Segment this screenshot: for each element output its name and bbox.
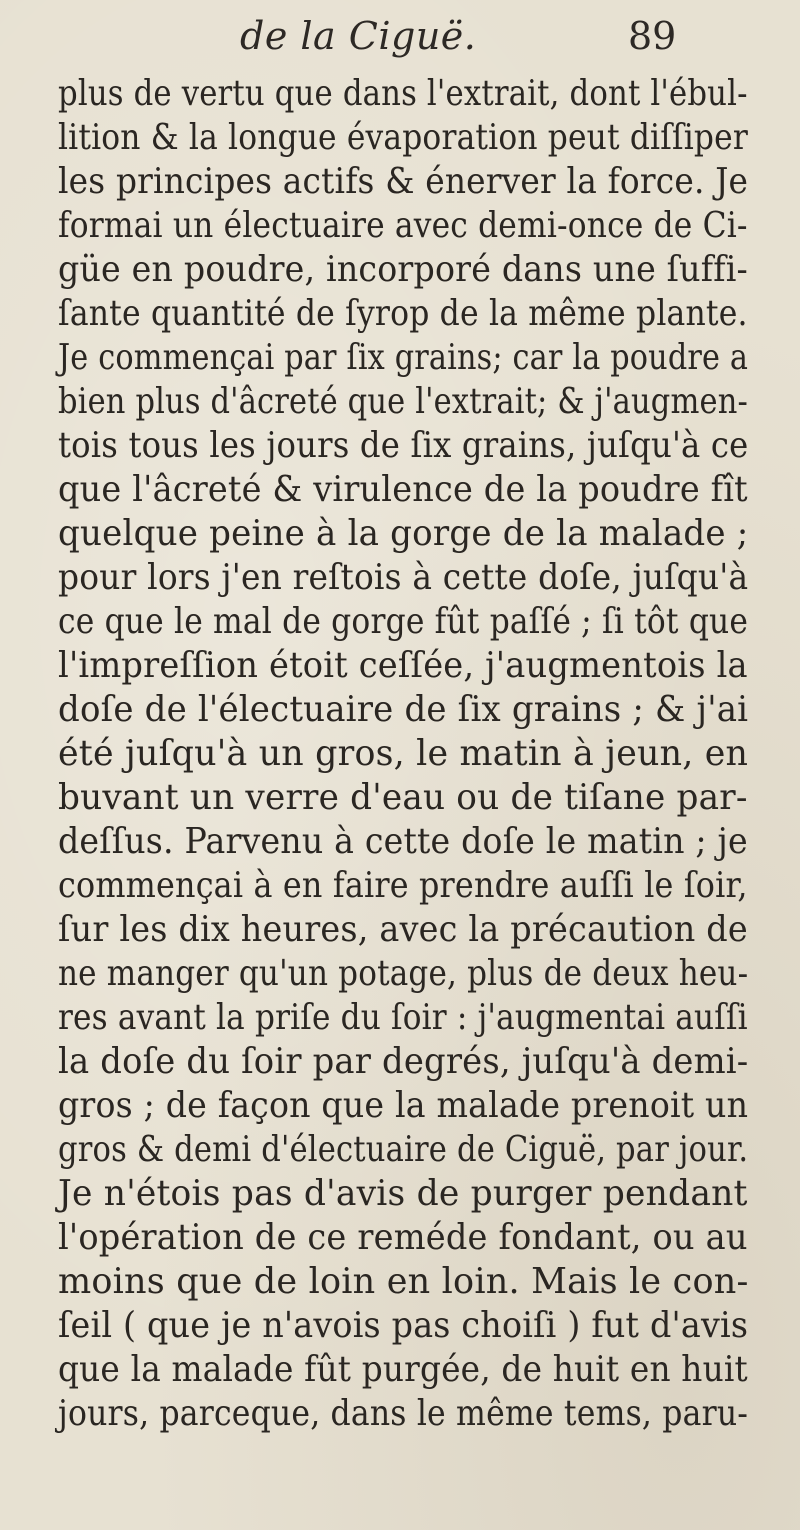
text-line: güe en poudre, incorporé dans une ſuffi- <box>58 249 748 290</box>
text-line: lition & la longue évaporation peut diſſiper <box>58 117 748 158</box>
text-line: que l'âcreté & virulence de la poudre fît <box>58 469 748 510</box>
text-line: deſſus. Parvenu à cette doſe le matin ; je <box>58 821 748 862</box>
text-line: tois tous les jours de ſix grains, juſqu'à ce <box>58 425 749 466</box>
text-line: plus de vertu que dans l'extrait, dont l'ébul- <box>58 73 748 114</box>
text-line: l'impreſſion étoit ceſſée, j'augmentois la <box>58 645 748 686</box>
text-line: bien plus d'âcreté que l'extrait; & j'augmen- <box>58 381 748 422</box>
text-line: quelque peine à la gorge de la malade ; <box>58 513 749 554</box>
text-line: pour lors j'en reſtois à cette doſe, juſqu'à <box>58 557 749 598</box>
text-line: les principes actifs & énerver la force. Je <box>58 161 749 202</box>
text-line: ſeil ( que je n'avois pas choiſi ) fut d'avis <box>58 1305 749 1346</box>
text-line: la doſe du ſoir par degrés, juſqu'à demi- <box>58 1041 749 1082</box>
text-line: doſe de l'électuaire de ſix grains ; & j'ai <box>58 689 749 730</box>
text-line: res avant la priſe du ſoir : j'augmentai auſſi <box>58 997 748 1038</box>
text-line: ſante quantité de ſyrop de la même plante. <box>58 293 748 334</box>
text-line: ce que le mal de gorge fût paſſé ; ſi tôt que <box>58 601 749 642</box>
text-line: formai un électuaire avec demi-once de Ci- <box>58 205 748 246</box>
text-line: moins que de loin en loin. Mais le con- <box>58 1261 749 1302</box>
page-number: 89 <box>628 14 677 58</box>
text-line: gros ; de façon que la malade prenoit un <box>58 1085 749 1126</box>
text-line: été juſqu'à un gros, le matin à jeun, en <box>58 733 749 774</box>
text-line: buvant un verre d'eau ou de tiſane par- <box>58 777 748 818</box>
text-line: gros & demi d'électuaire de Ciguë, par jour. <box>58 1129 749 1170</box>
text-line: Je n'étois pas d'avis de purger pendant <box>58 1173 748 1214</box>
text-line: commençai à en faire prendre auſſi le ſoir, <box>58 865 748 906</box>
text-line: Je commençai par ſix grains; car la poudre a <box>58 337 749 378</box>
text-line: l'opération de ce reméde fondant, ou au <box>58 1217 748 1258</box>
text-line: que la malade fût purgée, de huit en huit <box>58 1349 748 1390</box>
text-line: jours, parceque, dans le même tems, paru- <box>58 1393 749 1434</box>
text-line: ne manger qu'un potage, plus de deux heu- <box>58 953 749 994</box>
running-title: de la Ciguë. <box>240 14 477 58</box>
text-line: ſur les dix heures, avec la précaution de <box>58 909 748 950</box>
